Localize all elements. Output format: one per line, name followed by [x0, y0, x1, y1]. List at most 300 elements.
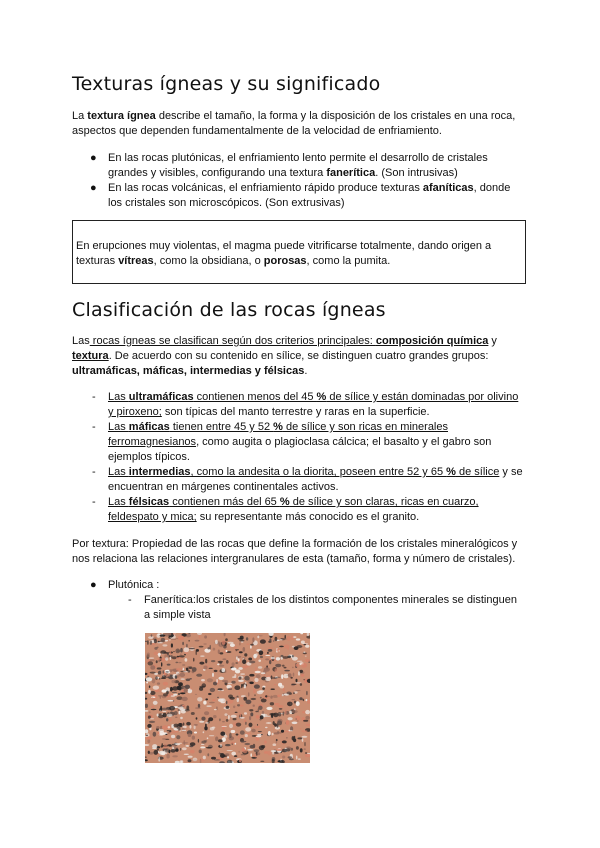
granite-grain	[145, 747, 149, 748]
granite-grain	[243, 697, 247, 701]
granite-grain	[169, 730, 171, 732]
granite-grain	[279, 708, 283, 709]
granite-grain	[175, 662, 178, 664]
granite-grain	[281, 730, 284, 733]
granite-grain	[303, 644, 306, 645]
granite-grain	[249, 709, 253, 711]
granite-grain	[213, 648, 216, 651]
granite-grain	[148, 672, 149, 677]
granite-grain	[179, 730, 181, 731]
granite-grain	[277, 695, 281, 698]
granite-grain	[217, 664, 219, 666]
granite-grain	[281, 674, 283, 679]
granite-grain	[162, 675, 166, 678]
granite-grain	[189, 648, 195, 649]
item-ultramaficas-line2: y piroxeno; son típicas del manto terrestre y raras en la superficie.	[108, 406, 430, 418]
granite-grain	[278, 712, 282, 716]
granite-grain	[271, 657, 275, 659]
granite-grain	[245, 734, 248, 737]
granite-grain	[162, 714, 163, 715]
granite-grain	[149, 685, 151, 688]
granite-grain	[268, 751, 272, 755]
granite-grain	[245, 700, 251, 705]
granite-grain	[228, 683, 233, 684]
bullet-volcanicas-line2: los cristales son microscópicos. (Son extrusivas)	[108, 197, 345, 209]
granite-grain	[243, 658, 244, 659]
granite-grain	[292, 699, 296, 700]
granite-grain	[222, 726, 227, 727]
granite-grain	[158, 633, 161, 635]
granite-grain	[297, 720, 299, 722]
granite-grain	[286, 692, 291, 695]
granite-grain	[273, 747, 275, 748]
granite-grain	[210, 727, 215, 730]
granite-grain	[162, 743, 163, 747]
granite-grain	[173, 651, 174, 652]
granite-grain	[261, 698, 267, 702]
granite-grain	[163, 670, 165, 673]
granite-grain	[244, 684, 246, 688]
granite-grain	[249, 723, 253, 727]
granite-grain	[253, 705, 255, 707]
granite-grain	[200, 656, 204, 657]
granite-grain	[153, 686, 159, 690]
textura-paragraph-line2: nos relaciona las relaciones intergranulares de esta (tamaño, forma y número de cristales).	[72, 553, 516, 565]
granite-grain	[290, 730, 293, 731]
granite-grain	[265, 658, 269, 660]
granite-grain	[170, 687, 173, 692]
granite-grain	[285, 731, 290, 733]
granite-grain	[178, 723, 182, 727]
granite-grain	[250, 712, 253, 716]
granite-grain	[242, 748, 246, 752]
granite-grain	[186, 722, 191, 726]
granite-grain	[203, 756, 206, 760]
granite-grain	[159, 691, 162, 692]
granite-grain	[239, 640, 245, 641]
granite-grain	[199, 750, 202, 754]
granite-grain	[167, 714, 173, 717]
granite-grain	[161, 662, 162, 666]
granite-grain	[205, 722, 208, 723]
granite-grain	[172, 692, 177, 693]
granite-grain	[182, 642, 184, 645]
granite-grain	[166, 718, 168, 721]
granite-grain	[223, 755, 227, 757]
granite-grain	[243, 647, 246, 652]
granite-grain	[297, 661, 303, 662]
granite-grain	[264, 741, 266, 744]
granite-grain	[278, 705, 284, 708]
granite-grain	[269, 638, 271, 642]
granite-grain	[180, 648, 183, 653]
granite-grain	[285, 710, 287, 715]
granite-grain	[271, 689, 275, 690]
granite-grain	[204, 635, 207, 638]
granite-grain	[231, 667, 237, 670]
granite-grain	[242, 666, 247, 669]
granite-grain	[288, 756, 292, 758]
granite-grain	[249, 674, 254, 677]
granite-grain	[165, 657, 168, 660]
granite-grain	[229, 733, 232, 738]
granite-grain	[305, 710, 310, 714]
granite-grain	[292, 667, 293, 669]
granite-grain	[260, 656, 263, 658]
granite-grain	[165, 734, 167, 735]
granite-grain	[258, 660, 261, 662]
granite-grain	[279, 646, 284, 648]
granite-grain	[251, 729, 255, 733]
granite-grain	[212, 673, 214, 677]
granite-grain	[179, 711, 181, 715]
granite-grain	[303, 679, 305, 680]
granite-grain	[171, 680, 175, 684]
granite-grain	[215, 737, 218, 742]
granite-grain	[275, 637, 278, 641]
granite-grain	[289, 758, 294, 760]
granite-grain	[170, 657, 171, 660]
granite-grain	[194, 732, 197, 734]
granite-grain	[167, 700, 173, 702]
granite-grain	[186, 668, 188, 671]
granite-grain	[171, 735, 175, 738]
granite-grain	[305, 659, 310, 662]
granite-grain	[261, 672, 266, 674]
granite-grain	[150, 672, 156, 674]
granite-grain	[164, 744, 168, 748]
granite-grain	[186, 745, 190, 747]
granite-grain	[175, 675, 178, 679]
granite-grain	[221, 698, 226, 703]
granite-grain	[250, 644, 254, 646]
granite-grain	[181, 730, 186, 731]
granite-grain	[234, 679, 238, 680]
granite-grain	[249, 716, 251, 720]
dash-icon: -	[92, 496, 96, 508]
granite-grain	[192, 667, 197, 672]
granite-grain	[245, 722, 247, 725]
granite-grain	[167, 664, 171, 666]
granite-grain	[256, 736, 262, 738]
granite-grain	[211, 660, 215, 662]
granite-grain	[172, 755, 178, 757]
granite-grain	[293, 692, 294, 694]
granite-grain	[231, 752, 236, 756]
granite-grain	[304, 748, 306, 750]
granite-grain	[257, 724, 258, 726]
granite-grain	[176, 696, 182, 700]
item-felsicas-line1: Las félsicas contienen más del 65 % de sílice y son claras, ricas en cuarzo,	[108, 496, 479, 508]
granite-grain	[197, 697, 202, 701]
granite-grain	[270, 702, 274, 705]
granite-grain	[155, 676, 158, 680]
granite-grain	[232, 662, 235, 666]
granite-grain	[157, 714, 159, 717]
granite-grain	[204, 711, 209, 715]
granite-grain	[194, 724, 198, 726]
granite-grain	[259, 650, 264, 655]
granite-grain	[251, 757, 256, 759]
granite-grain	[303, 720, 308, 722]
granite-grain	[178, 662, 181, 663]
granite-grain	[239, 677, 242, 680]
dash-icon: -	[128, 594, 132, 606]
granite-grain	[249, 661, 255, 664]
granite-grain	[302, 738, 304, 742]
granite-grain	[278, 683, 282, 687]
callout-line1: En erupciones muy violentas, el magma puede vitrificarse totalmente, dando origen a	[76, 240, 492, 252]
granite-grain	[209, 702, 215, 704]
granite-grain	[273, 640, 274, 642]
granite-grain	[236, 723, 241, 727]
granite-grain	[157, 642, 163, 643]
granite-grain	[149, 721, 155, 723]
granite-grain	[175, 731, 179, 733]
granite-grain	[163, 682, 168, 686]
granite-grain	[157, 667, 162, 669]
granite-grain	[284, 667, 287, 669]
granite-grain	[207, 678, 213, 682]
item-maficas-line1: Las máficas tienen entre 45 y 52 % de sílice y son ricas en minerales	[108, 421, 448, 433]
granite-grain	[153, 732, 157, 737]
granite-grain	[240, 673, 245, 674]
granite-grain	[296, 645, 302, 648]
dash-icon: -	[92, 391, 96, 403]
granite-grain	[236, 734, 239, 736]
granite-grain	[150, 665, 155, 670]
granite-grain	[203, 666, 207, 670]
granite-grain	[241, 684, 243, 688]
granite-grain	[286, 748, 290, 751]
granite-grain	[292, 655, 294, 657]
granite-grain	[154, 750, 159, 755]
granite-grain	[292, 736, 295, 740]
granite-grain	[179, 673, 185, 677]
granite-grain	[182, 726, 186, 729]
granite-grain	[254, 684, 260, 688]
granite-grain	[267, 652, 269, 654]
granite-grain	[190, 725, 192, 729]
granite-grain	[158, 695, 164, 696]
granite-grain	[274, 732, 279, 734]
granite-grain	[233, 718, 237, 720]
granite-grain	[244, 712, 247, 714]
granite-grain	[252, 637, 254, 642]
granite-grain	[207, 647, 210, 649]
granite-grain	[238, 680, 244, 682]
granite-grain	[181, 710, 186, 713]
clasificacion-intro-line2: textura. De acuerdo con su contenido en sílice, se distinguen cuatro grandes grupos:	[72, 350, 489, 362]
granite-grain	[152, 697, 153, 698]
granite-grain	[214, 759, 220, 760]
granite-grain	[159, 671, 161, 673]
granite-grain	[249, 682, 253, 685]
granite-grain	[296, 701, 300, 706]
granite-grain	[236, 656, 238, 660]
granite-grain	[279, 650, 280, 652]
granite-grain	[150, 659, 155, 661]
granite-grain	[263, 714, 268, 717]
item-maficas-line3: ejemplos típicos.	[108, 451, 190, 463]
granite-grain	[264, 667, 270, 672]
granite-grain	[275, 664, 281, 667]
bullet-plutonicas-line2: grandes y visibles, configurando una textura fanerítica. (Son intrusivas)	[108, 167, 458, 179]
granite-grain	[188, 756, 193, 758]
granite-grain	[238, 751, 239, 753]
granite-grain	[226, 650, 228, 652]
granite-grain	[154, 652, 159, 656]
granite-grain	[276, 677, 280, 678]
granite-grain	[182, 685, 184, 689]
granite-grain	[189, 666, 193, 668]
intro-paragraph-line1: La textura ígnea describe el tamaño, la forma y la disposición de los cristales en una roca,	[72, 110, 516, 122]
granite-grain	[195, 640, 200, 642]
granite-grain	[250, 645, 252, 649]
granite-grain	[210, 688, 215, 692]
granite-grain	[214, 670, 218, 672]
granite-grain	[198, 739, 199, 743]
granite-grain	[254, 754, 256, 758]
granite-grain	[171, 643, 173, 647]
granite-grain	[250, 698, 256, 700]
granite-grain	[192, 736, 195, 740]
granite-grain	[158, 757, 160, 762]
item-felsicas-line2: feldespato y mica; su representante más conocido es el granito.	[108, 511, 420, 523]
granite-grain	[306, 691, 307, 695]
granite-grain	[238, 735, 240, 739]
granite-grain	[235, 649, 239, 650]
dash-icon: -	[92, 421, 96, 433]
granite-grain	[292, 722, 298, 725]
granite-grain	[152, 643, 156, 645]
granite-grain	[217, 697, 219, 698]
granite-grain	[178, 693, 180, 695]
granite-grain	[240, 713, 241, 717]
granite-grain	[211, 757, 216, 760]
granite-grain	[260, 761, 264, 762]
granite-grain	[262, 711, 264, 714]
granite-grain	[222, 668, 226, 672]
granite-grain	[282, 665, 285, 667]
granite-grain	[265, 727, 268, 728]
granite-grain	[191, 712, 195, 715]
granite-grain	[248, 692, 250, 696]
granite-grain	[158, 751, 159, 753]
granite-grain	[149, 711, 151, 713]
granite-grain	[232, 676, 235, 678]
granite-grain	[238, 667, 242, 670]
granite-grain	[305, 699, 307, 701]
granite-grain	[282, 694, 284, 696]
granite-grain	[196, 717, 198, 719]
granite-grain	[186, 706, 189, 711]
granite-grain	[245, 727, 251, 731]
granite-grain	[205, 698, 208, 700]
granite-grain	[162, 738, 166, 739]
granite-grain	[169, 639, 171, 640]
granite-grain	[225, 638, 228, 641]
granite-grain	[284, 670, 290, 672]
bullet-volcanicas-line1: En las rocas volcánicas, el enfriamiento rápido produce texturas afaníticas, donde	[108, 182, 511, 194]
bullet-icon: ●	[90, 579, 97, 591]
granite-grain	[182, 742, 188, 744]
granite-grain	[240, 730, 245, 734]
granite-grain	[271, 750, 277, 752]
granite-grain	[275, 668, 278, 672]
granite-grain	[276, 657, 280, 660]
granite-grain	[296, 679, 298, 682]
item-intermedias-line2: encuentran en márgenes continentales activos.	[108, 481, 339, 493]
granite-grain	[146, 736, 152, 739]
granite-grain	[176, 735, 180, 739]
granite-grain	[173, 724, 178, 728]
granite-grain	[260, 639, 266, 643]
granite-grain	[174, 743, 179, 744]
granite-grain	[229, 724, 233, 728]
granite-grain	[244, 676, 249, 681]
item-intermedias-line1: Las intermedias, como la andesita o la diorita, poseen entre 52 y 65 % de sílice y se	[108, 466, 523, 478]
granite-grain	[218, 739, 223, 742]
granite-grain	[178, 705, 182, 707]
granite-grain	[298, 671, 300, 676]
granite-grain	[160, 650, 166, 654]
granite-grain	[159, 731, 164, 735]
granite-grain	[171, 749, 176, 753]
granite-grain	[225, 680, 229, 683]
granite-grain	[176, 668, 180, 670]
granite-grain	[160, 634, 166, 636]
granite-grain	[288, 673, 292, 677]
granite-grain	[293, 673, 295, 677]
granite-grain	[235, 663, 238, 664]
granite-grain	[266, 707, 272, 710]
granite-grain	[148, 661, 154, 665]
granite-grain	[160, 706, 162, 711]
granite-grain	[161, 638, 165, 642]
callout-line2: texturas vítreas, como la obsidiana, o porosas, como la pumita.	[76, 255, 391, 267]
granite-grain	[239, 692, 240, 695]
granite-grain	[172, 744, 174, 746]
granite-grain	[182, 747, 187, 750]
granite-grain	[247, 749, 253, 751]
granite-grain	[239, 651, 243, 653]
granite-grain	[231, 730, 236, 733]
granite-grain	[159, 678, 161, 680]
granite-grain	[183, 723, 185, 726]
granite-grain	[262, 687, 265, 690]
granite-grain	[226, 706, 230, 709]
granite-grain	[206, 706, 211, 707]
granite-grain	[167, 744, 171, 746]
granite-grain	[175, 748, 178, 751]
granite-grain	[239, 642, 240, 645]
granite-grain	[177, 686, 181, 690]
granite-grain	[185, 685, 190, 689]
granite-grain	[158, 653, 160, 657]
granite-grain	[153, 701, 158, 705]
granite-grain	[157, 749, 159, 750]
granite-grain	[257, 636, 259, 639]
item-ultramaficas-line1: Las ultramáficas contienen menos del 45 % de sílice y están dominadas por olivino	[108, 391, 519, 403]
granite-grain	[219, 752, 220, 754]
granite-grain	[219, 665, 224, 667]
granite-grain	[269, 660, 271, 664]
granite-grain	[147, 724, 151, 728]
granite-grain	[257, 691, 263, 695]
granite-grain	[283, 688, 285, 691]
granite-grain	[148, 690, 151, 694]
